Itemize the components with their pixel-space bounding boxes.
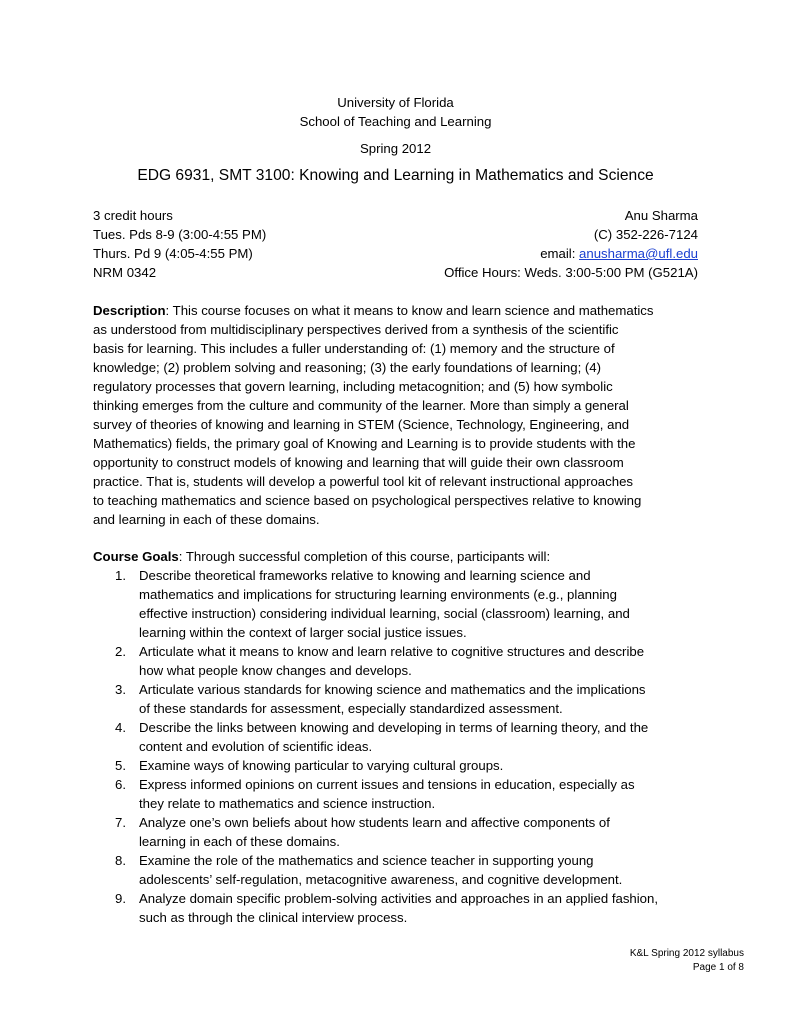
goal-item: 3. Articulate various standards for knowing science and mathematics and the implications of these standards for assessment, especially standardized assessment.	[115, 682, 646, 716]
goal-item: 1. Describe theoretical frameworks relative to knowing and learning science and mathematics and implications for structuring learning environments (e.g., planning effective instruction) considering individual learning, social (classroom) learning, and learning within the context of larger social justice issues.	[115, 568, 630, 640]
footer-document-label: K&L Spring 2012 syllabus	[629, 948, 744, 959]
office-hours: Office Hours: Weds. 3:00-5:00 PM (G521A)	[444, 265, 698, 280]
thursday-schedule: Thurs. Pd 9 (4:05-4:55 PM)	[93, 246, 253, 261]
email-label: email:	[540, 246, 580, 261]
document-header	[0, 93, 791, 158]
tuesday-schedule: Tues. Pds 8-9 (3:00-4:55 PM)	[93, 227, 267, 242]
page-footer	[630, 947, 744, 975]
goal-item: 5. Examine ways of knowing particular to varying cultural groups.	[115, 758, 504, 773]
info-row	[93, 263, 698, 282]
goals-list	[93, 566, 703, 927]
info-row	[93, 225, 698, 244]
course-title: EDG 6931, SMT 3100: Knowing and Learning in Mathematics and Science	[137, 167, 654, 184]
course-goals-section	[93, 547, 703, 927]
info-row	[93, 244, 698, 263]
email-link[interactable]: anusharma@ufl.edu	[579, 246, 698, 261]
room: NRM 0342	[93, 265, 157, 280]
instructor-phone: (C) 352-226-7124	[593, 227, 698, 242]
goal-item: 4. Describe the links between knowing and developing in terms of learning theory, and the content and evolution of scientific ideas.	[115, 720, 649, 754]
page-number: Page 1 of 8	[692, 962, 744, 973]
email-line	[540, 244, 698, 263]
description-label: Description	[93, 303, 166, 318]
university-name: University of Florida	[337, 95, 454, 110]
credit-hours: 3 credit hours	[93, 208, 173, 223]
term: Spring 2012	[359, 141, 432, 156]
goal-item: 9. Analyze domain specific problem-solving activities and approaches in an applied fashion, such as through the clinical interview process.	[115, 891, 659, 925]
school-name: School of Teaching and Learning	[299, 114, 492, 129]
info-row	[93, 206, 698, 225]
goal-item: 7. Analyze one’s own beliefs about how students learn and affective components of learning in each of these domains.	[115, 815, 610, 849]
course-info	[93, 206, 698, 282]
description-section: Description: This course focuses on what it means to know and learn science and mathematics as understood from multidisciplinary perspectives derived from a synthesis of the scientific basis for learning. This includes a fuller understanding of: (1) memory and the structure of knowledge; (2) problem solving and reasoning; (3) the early foundations of learning; (4) regulatory processes that govern learning, including metacognition; and (5) how symbolic thinking emerges from the culture and community of the learner. More than simply a general survey of theories of knowing and learning in STEM (Science, Technology, Engineering, and Mathematics) fields, the primary goal of Knowing and Learning is to provide students with the opportunity to construct models of knowing and learning that will guide their own classroom practice. That is, students will develop a powerful tool kit of relevant instructional approaches to teaching mathematics and science based on psychological perspectives relative to knowing and learning in each of these domains.	[93, 303, 654, 527]
course-goals-label: Course Goals	[93, 549, 179, 564]
course-goals-intro: : Through successful completion of this course, participants will:	[178, 549, 551, 564]
goal-item: 2. Articulate what it means to know and learn relative to cognitive structures and describe how what people know changes and develops.	[115, 644, 645, 678]
goal-item: 8. Examine the role of the mathematics and science teacher in supporting young adolescents’ self-regulation, metacognitive awareness, and cognitive development.	[115, 853, 623, 887]
instructor-name: Anu Sharma	[624, 208, 698, 223]
goal-item: 6. Express informed opinions on current issues and tensions in education, especially as they relate to mathematics and science instruction.	[115, 777, 635, 811]
